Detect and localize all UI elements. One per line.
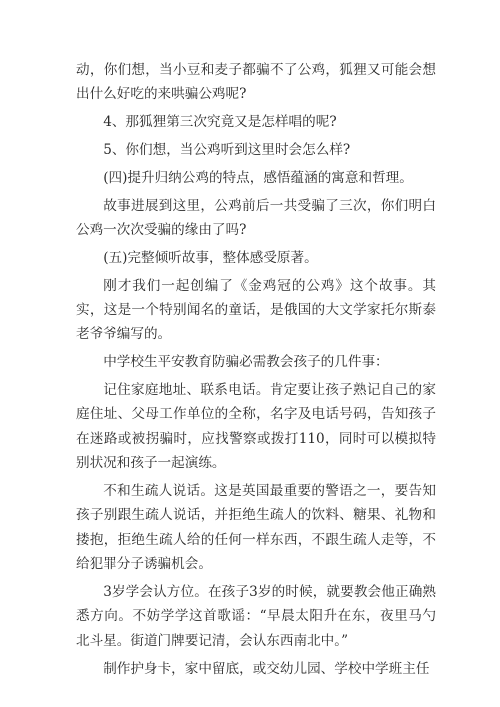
paragraph-safety-heading: 中学校生平安教育防骗必需教会孩子的几件事： xyxy=(103,354,389,371)
paragraph-question-5: 5、你们想，当公鸡听到这里时会怎么样? xyxy=(103,142,351,158)
paragraph-story-summary: 故事进展到这里，公鸡前后一共受骗了三次，你们明白公鸡一次次受骗的缘由了吗? xyxy=(76,197,436,238)
paragraph-section-4-heading: (四)提升归纳公鸡的特点，感悟蕴涵的寓意和哲理。 xyxy=(103,169,413,186)
paragraph-section-5-heading: (五)完整倾听故事，整体感受原著。 xyxy=(103,249,318,266)
paragraph-continuation: 动，你们想，当小豆和麦子都骗不了公鸡，狐狸又可能会想出什么好吃的来哄骗公鸡呢? xyxy=(76,62,436,103)
paragraph-question-4: 4、那狐狸第三次究竟又是怎样唱的呢? xyxy=(103,114,337,131)
paragraph-story-origin: 刚才我们一起创编了《金鸡冠的公鸡》这个故事。其实，这是一个特别闻名的童话，是俄国的大文学家托尔斯泰老爷爷编写的。 xyxy=(76,277,436,343)
paragraph-remember-address: 记住家庭地址、联系电话。肯定要让孩子熟记自己的家庭住址、父母工作单位的全称，名字及电话号码，告知孩子在迷路或被拐骗时，应找警察或拨打110，同时可以模拟特别状况和孩子一起演练。 xyxy=(76,382,436,472)
paragraph-learn-directions: 3岁学会认方位。在孩子3岁的时候，就要教会他正确熟悉方向。不妨学学这首歌谣：“早晨太阳升在东，夜里马勺北斗星。街道门牌要记清，会认东西南北中。” xyxy=(76,584,436,649)
paragraph-safety-card: 制作护身卡，家中留底，或交幼儿园、学校中学班主任 xyxy=(103,660,430,677)
document-body xyxy=(76,58,436,684)
paragraph-no-strangers: 不和生疏人说话。这是英国最重要的警语之一，要告知孩子别跟生疏人说话，并拒绝生疏人的饮料、糖果、礼物和搂抱，拒绝生疏人给的任何一样东西，不跟生疏人走等，不给犯罪分子诱骗机会。 xyxy=(76,483,436,573)
